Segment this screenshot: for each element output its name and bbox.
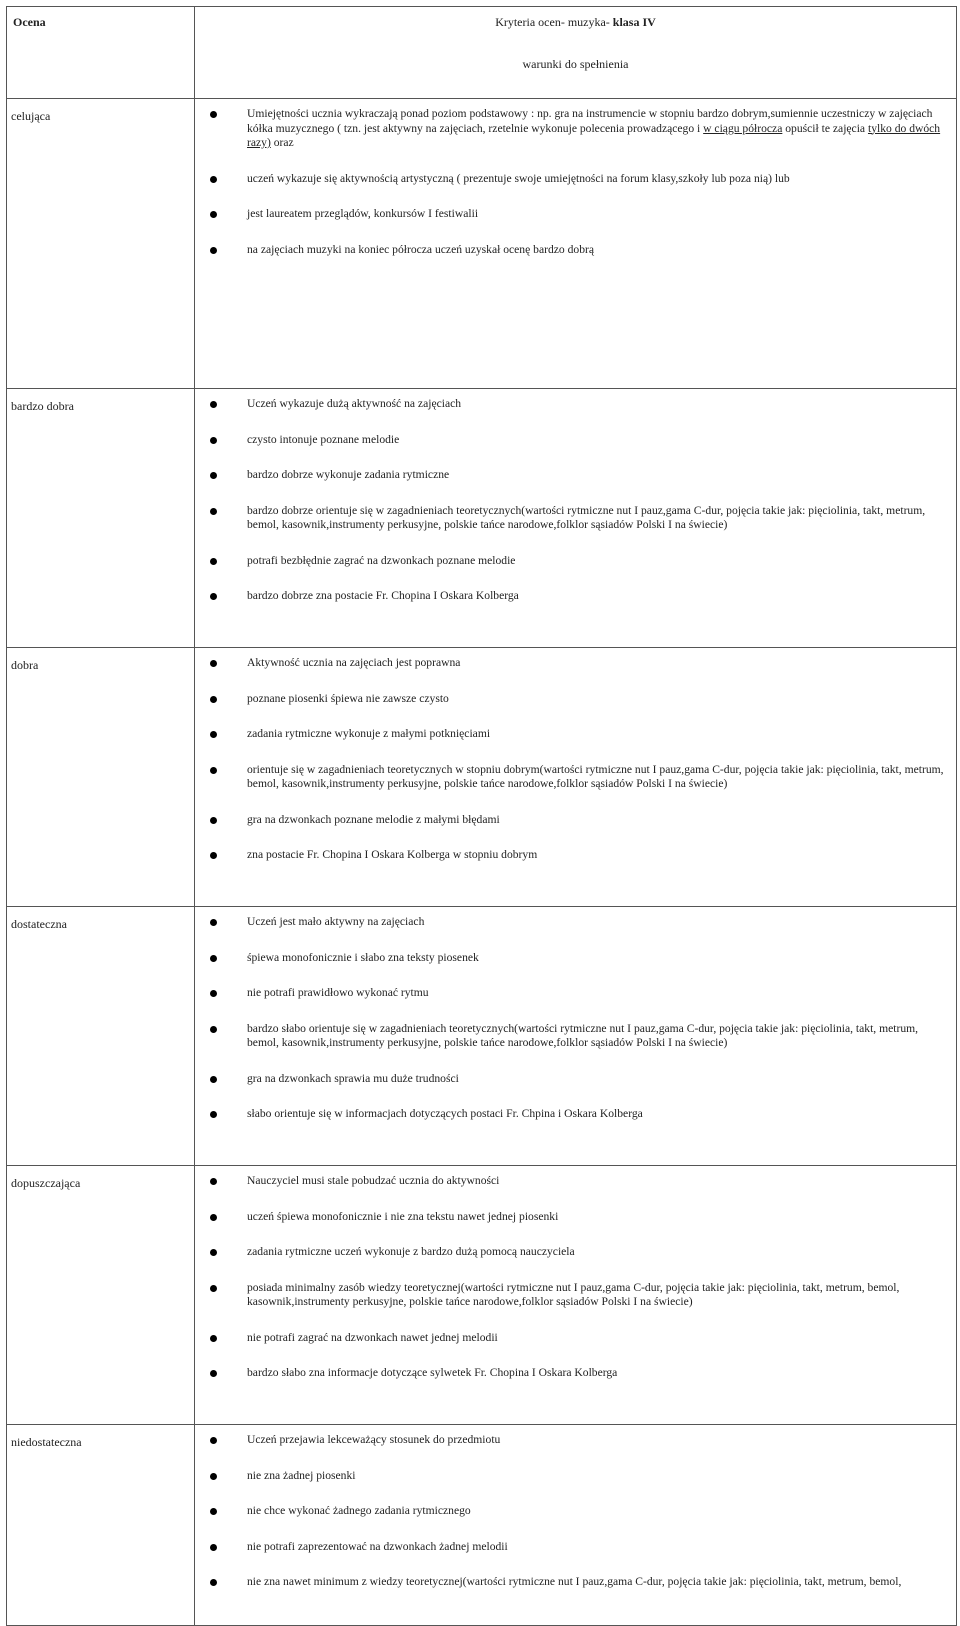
bullet-icon (210, 1473, 217, 1480)
list-item: Uczeń jest mało aktywny na zajęciach (195, 915, 956, 930)
bullet-icon (210, 1285, 217, 1292)
list-item: zna postacie Fr. Chopina I Oskara Kolberga w stopniu dobrym (195, 848, 956, 863)
list-item: nie potrafi zaprezentować na dzwonkach żadnej melodii (195, 1540, 956, 1555)
bullet-icon (210, 176, 217, 183)
list-item: bardzo słabo orientuje się w zagadnieniach teoretycznych(wartości rytmiczne nut I pauz,gama C-dur, pojęcia takie jak: pięciolinia, takt, metrum, bemol, kasownik,instrumenty perkusyjne, polskie tańce narodowe,folklor sąsiadów Polski I na świecie) (195, 1022, 956, 1051)
grade-label: bardzo dobra (7, 389, 195, 648)
grade-label: niedostateczna (7, 1425, 195, 1626)
list-item: nie zna nawet minimum z wiedzy teoretycznej(wartości rytmiczne nut I pauz,gama C-dur, pojęcia takie jak: pięciolinia, takt, metrum, bemol, (195, 1575, 956, 1590)
list-item: na zajęciach muzyki na koniec półrocza uczeń uzyskał ocenę bardzo dobrą (195, 243, 956, 258)
criteria-cell (195, 648, 957, 907)
criteria-list (195, 1433, 956, 1590)
grade-row-niedostateczna (7, 1425, 957, 1626)
table-header-row (7, 7, 957, 99)
bullet-icon (210, 508, 217, 515)
bullet-icon (210, 111, 217, 118)
document-title-class: klasa IV (612, 15, 656, 29)
list-item: nie potrafi prawidłowo wykonać rytmu (195, 986, 956, 1001)
bullet-icon (210, 1076, 217, 1083)
bullet-icon (210, 1214, 217, 1221)
grading-criteria-table (6, 6, 957, 1626)
header-grade-label: Ocena (7, 7, 195, 99)
bullet-icon (210, 437, 217, 444)
bullet-icon (210, 990, 217, 997)
bullet-icon (210, 558, 217, 565)
list-item: nie chce wykonać żadnego zadania rytmicznego (195, 1504, 956, 1519)
bullet-icon (210, 472, 217, 479)
criteria-list (195, 656, 956, 863)
list-item: Aktywność ucznia na zajęciach jest poprawna (195, 656, 956, 671)
bullet-icon (210, 401, 217, 408)
list-item: gra na dzwonkach sprawia mu duże trudności (195, 1072, 956, 1087)
bullet-icon (210, 1249, 217, 1256)
bullet-icon (210, 817, 217, 824)
list-item: uczeń wykazuje się aktywnością artystyczną ( prezentuje swoje umiejętności na forum klasy,szkoły lub poza nią) lub (195, 172, 956, 187)
list-item: nie potrafi zagrać na dzwonkach nawet jednej melodii (195, 1331, 956, 1346)
grade-row-bardzo-dobra (7, 389, 957, 648)
grade-row-dobra (7, 648, 957, 907)
grade-label: dostateczna (7, 907, 195, 1166)
grade-row-dostateczna (7, 907, 957, 1166)
bullet-icon (210, 1508, 217, 1515)
bullet-icon (210, 767, 217, 774)
bullet-icon (210, 1370, 217, 1377)
criteria-cell (195, 99, 957, 389)
bullet-icon (210, 1026, 217, 1033)
list-item: Nauczyciel musi stale pobudzać ucznia do aktywności (195, 1174, 956, 1189)
bullet-icon (210, 1544, 217, 1551)
bullet-icon (210, 955, 217, 962)
bullet-icon (210, 1437, 217, 1444)
list-item: orientuje się w zagadnieniach teoretycznych w stopniu dobrym(wartości rytmiczne nut I pauz,gama C-dur, pojęcia takie jak: pięciolinia, takt, metrum, bemol, kasownik,instrumenty perkusyjne, polskie tańce narodowe,folklor sąsiadów Polski I na świecie) (195, 763, 956, 792)
criteria-cell (195, 907, 957, 1166)
bullet-icon (210, 919, 217, 926)
bullet-icon (210, 731, 217, 738)
bullet-icon (210, 852, 217, 859)
document-title (195, 15, 956, 57)
header-subtitle: warunki do spełnienia (522, 57, 629, 71)
list-item: zadania rytmiczne wykonuje z małymi potknięciami (195, 727, 956, 742)
criteria-cell (195, 1166, 957, 1425)
bullet-icon (210, 1579, 217, 1586)
bullet-icon (210, 1111, 217, 1118)
list-item: Uczeń wykazuje dużą aktywność na zajęciach (195, 397, 956, 412)
list-item: nie zna żadnej piosenki (195, 1469, 956, 1484)
list-item: jest laureatem przeglądów, konkursów I festiwalii (195, 207, 956, 222)
grade-row-celujaca (7, 99, 957, 389)
list-item: gra na dzwonkach poznane melodie z małymi błędami (195, 813, 956, 828)
bullet-icon (210, 1335, 217, 1342)
bullet-icon (210, 660, 217, 667)
list-item: potrafi bezbłędnie zagrać na dzwonkach poznane melodie (195, 554, 956, 569)
list-item: śpiewa monofonicznie i słabo zna teksty piosenek (195, 951, 956, 966)
list-item: bardzo słabo zna informacje dotyczące sylwetek Fr. Chopina I Oskara Kolberga (195, 1366, 956, 1381)
bullet-icon (210, 593, 217, 600)
list-item: Umiejętności ucznia wykraczają ponad poziom podstawowy : np. gra na instrumencie w stopniu bardzo dobrym,sumiennie uczestniczy w zajęciach kółka muzycznego ( tzn. jest aktywny na zajęciach, rzetelnie wykonuje polecenia prowadzącego i w ciągu półrocza opuścił te zajęcia tylko do dwóch razy) oraz (195, 107, 956, 151)
bullet-icon (210, 696, 217, 703)
grade-label: dopuszczająca (7, 1166, 195, 1425)
list-item: Uczeń przejawia lekceważący stosunek do przedmiotu (195, 1433, 956, 1448)
bullet-icon (210, 1178, 217, 1185)
list-item: uczeń śpiewa monofonicznie i nie zna tekstu nawet jednej piosenki (195, 1210, 956, 1225)
criteria-cell (195, 389, 957, 648)
bullet-icon (210, 211, 217, 218)
list-item: bardzo dobrze orientuje się w zagadnieniach teoretycznych(wartości rytmiczne nut I pauz,gama C-dur, pojęcia takie jak: pięciolinia, takt, metrum, bemol, kasownik,instrumenty perkusyjne, polskie tańce narodowe,folklor sąsiadów Polski I na świecie) (195, 504, 956, 533)
list-item: czysto intonuje poznane melodie (195, 433, 956, 448)
list-item: zadania rytmiczne uczeń wykonuje z bardzo dużą pomocą nauczyciela (195, 1245, 956, 1260)
criteria-list (195, 1174, 956, 1381)
grade-label: celująca (7, 99, 195, 389)
list-item: bardzo dobrze wykonuje zadania rytmiczne (195, 468, 956, 483)
criteria-list (195, 107, 956, 257)
criteria-cell (195, 1425, 957, 1626)
list-item: posiada minimalny zasób wiedzy teoretycznej(wartości rytmiczne nut I pauz,gama C-dur, pojęcia takie jak: pięciolinia, takt, metrum, bemol, kasownik,instrumenty perkusyjne, polskie tańce narodowe,folklor sąsiadów Polski I na świecie) (195, 1281, 956, 1310)
document-title-prefix: Kryteria ocen- muzyka- (495, 15, 613, 29)
list-item: poznane piosenki śpiewa nie zawsze czysto (195, 692, 956, 707)
bullet-icon (210, 247, 217, 254)
criteria-list (195, 915, 956, 1122)
list-item: bardzo dobrze zna postacie Fr. Chopina I Oskara Kolberga (195, 589, 956, 604)
grade-label: dobra (7, 648, 195, 907)
grade-row-dopuszczajaca (7, 1166, 957, 1425)
criteria-list (195, 397, 956, 604)
list-item: słabo orientuje się w informacjach dotyczących postaci Fr. Chpina i Oskara Kolberga (195, 1107, 956, 1122)
header-title-cell (195, 7, 957, 99)
